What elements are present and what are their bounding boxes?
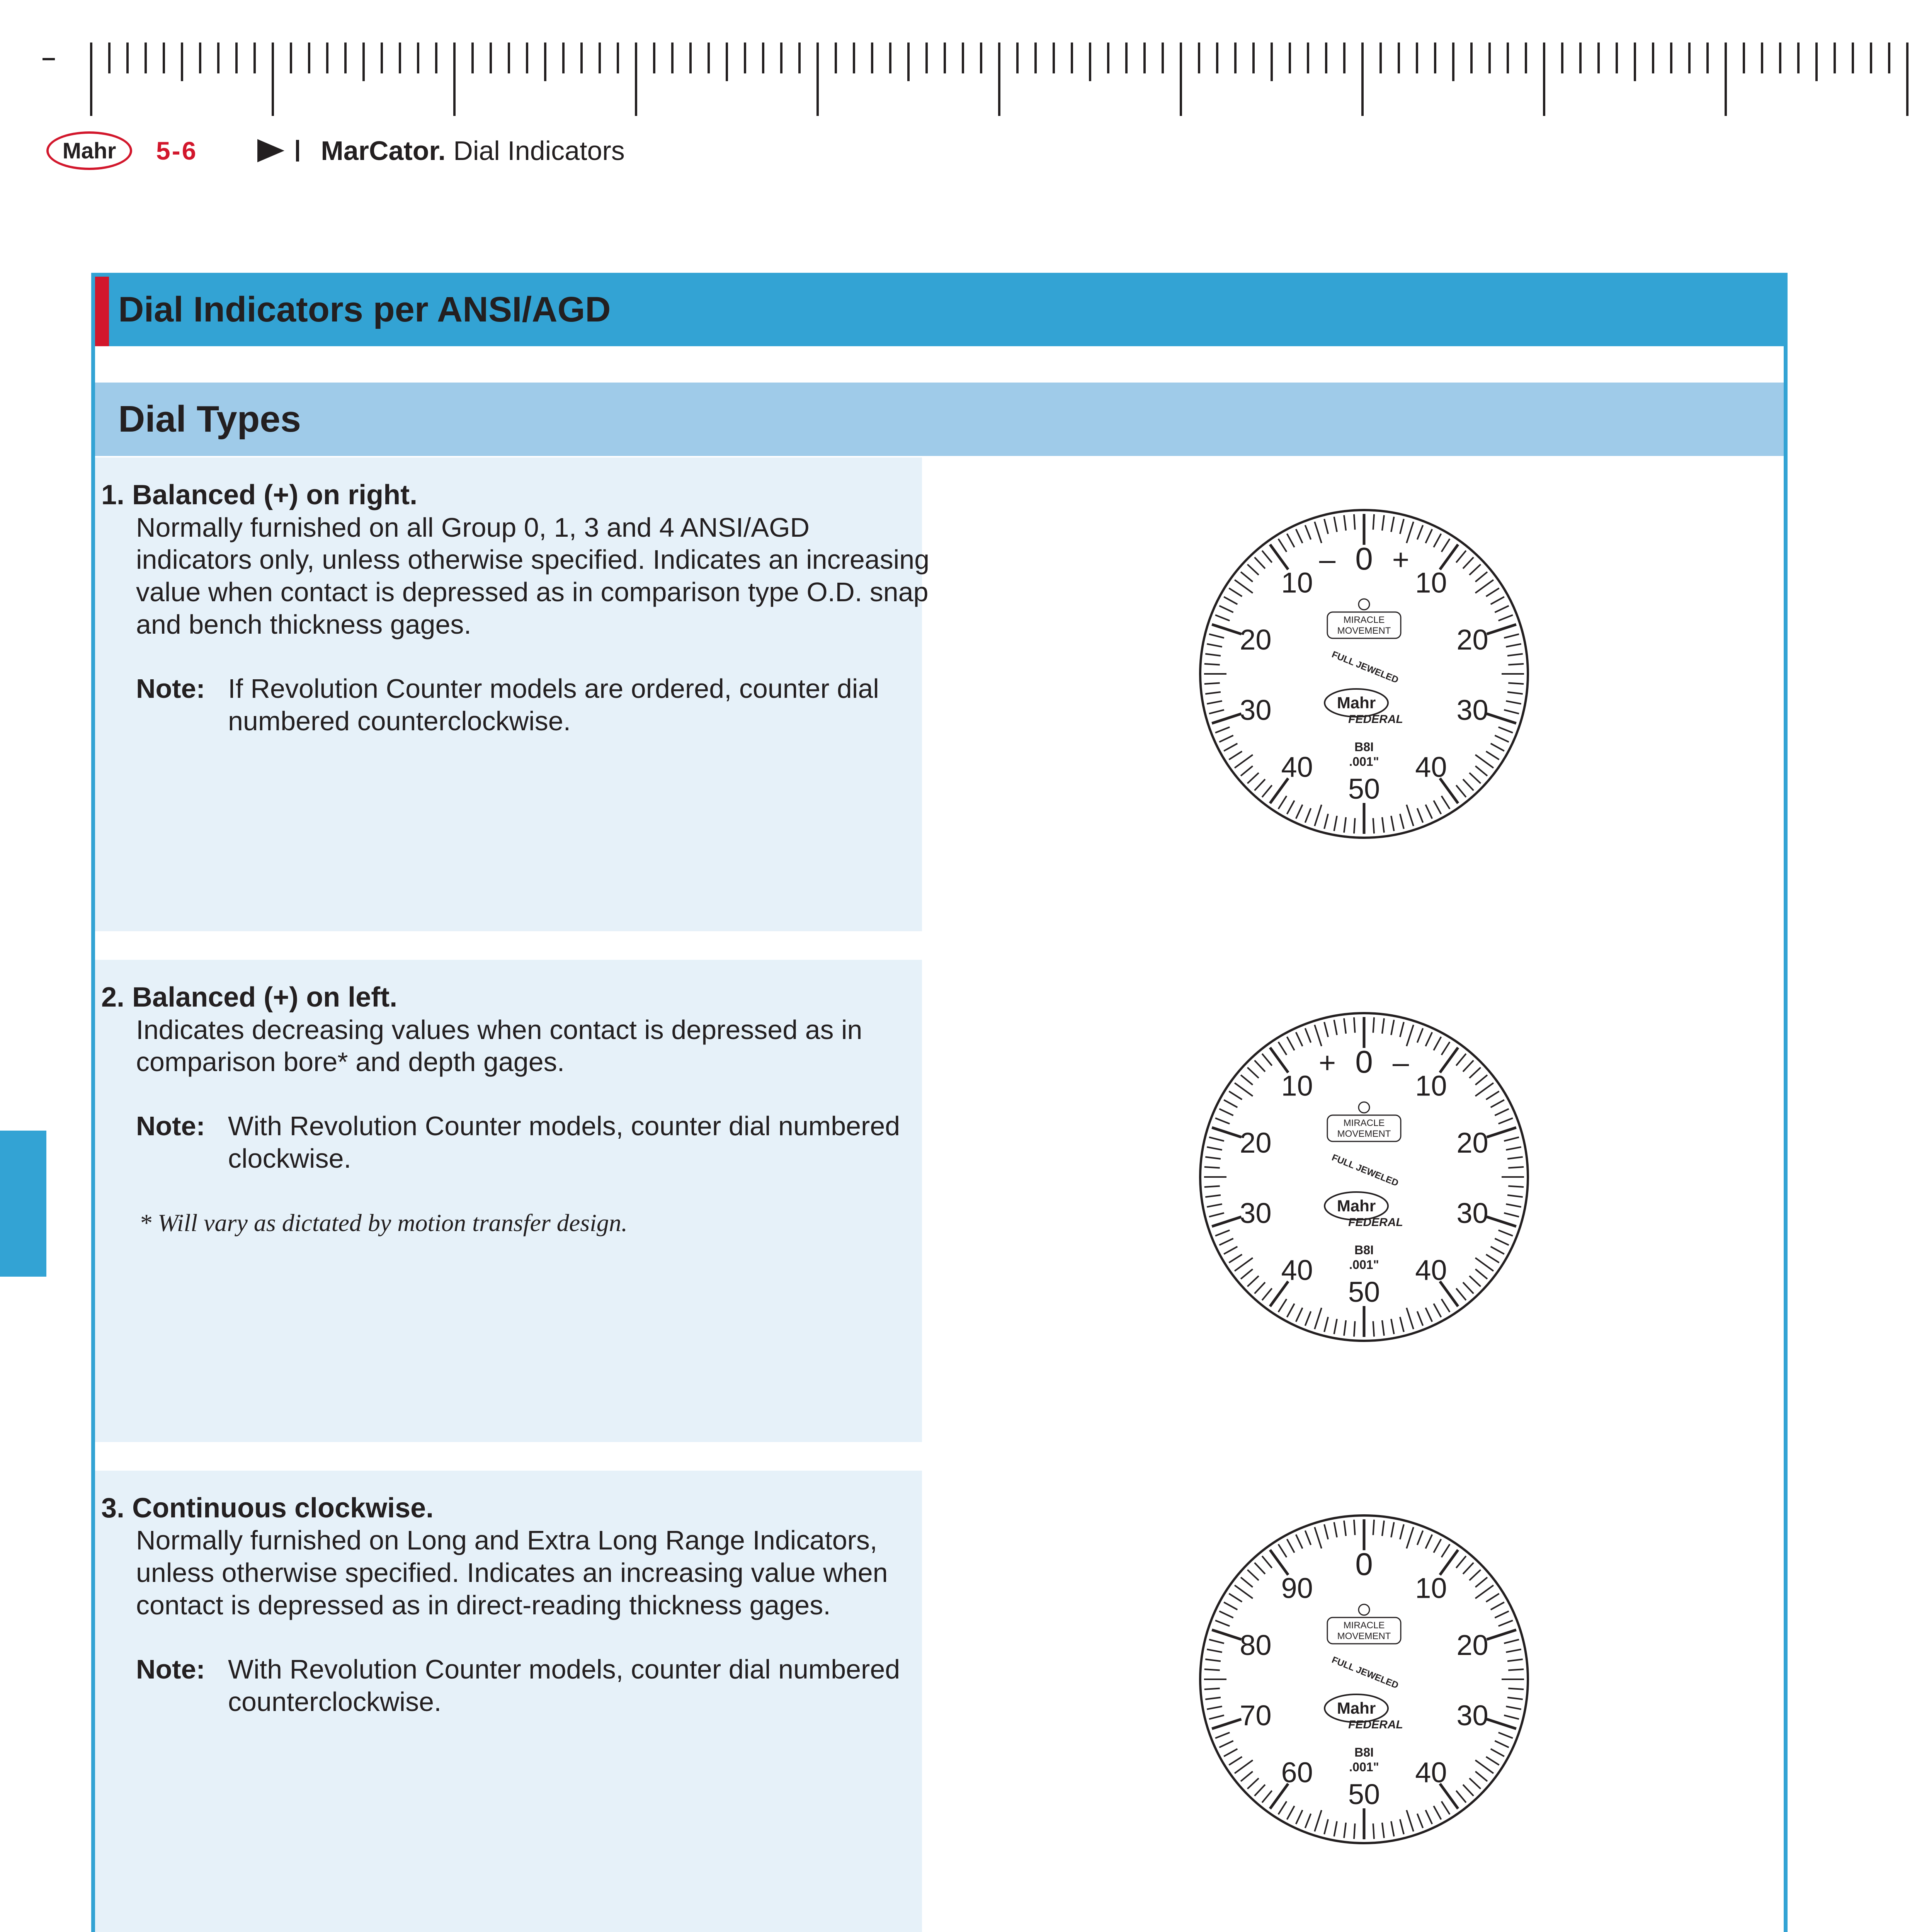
dial-number-label: 50 bbox=[1348, 773, 1380, 805]
chapter-side-tab bbox=[0, 1131, 46, 1277]
dial-number-label: 10 bbox=[1281, 566, 1313, 599]
dial-graduation bbox=[1508, 1167, 1524, 1168]
dial-number-label: 10 bbox=[1415, 566, 1447, 599]
item-title: 1. Balanced (+) on right. bbox=[101, 480, 418, 510]
dial-graduation bbox=[1354, 1017, 1355, 1033]
dial-graduation bbox=[1508, 1186, 1524, 1187]
dial-number-label: 40 bbox=[1281, 751, 1313, 783]
dial-sign-right: – bbox=[1392, 1046, 1409, 1079]
dial-movement-label: MOVEMENT bbox=[1337, 1129, 1391, 1139]
dial-zero-label: 0 bbox=[1355, 1547, 1373, 1582]
dial-continuous-clockwise bbox=[1190, 1505, 1538, 1853]
mahr-logo: Mahr bbox=[46, 131, 132, 170]
breadcrumb-section: Dial Indicators bbox=[453, 136, 625, 166]
note-text-line: With Revolution Counter models, counter dial numbered bbox=[228, 1111, 900, 1141]
dial-number-label: 20 bbox=[1456, 1126, 1488, 1159]
dial-graduation bbox=[1508, 683, 1524, 684]
item-text-line: value when contact is depressed as in comparison type O.D. snap bbox=[136, 577, 929, 607]
dial-zero-label: 0 bbox=[1355, 541, 1373, 577]
note-text-line: clockwise. bbox=[228, 1143, 351, 1173]
dial-graduation bbox=[1373, 514, 1374, 530]
item-text-line: unless otherwise specified. Indicates an increasing value when bbox=[136, 1558, 888, 1588]
dial-number-label: 20 bbox=[1240, 1126, 1272, 1159]
page-number: 5-6 bbox=[156, 136, 198, 165]
dial-jeweled-label: FULL JEWELED bbox=[1330, 649, 1400, 685]
dial-graduation bbox=[1373, 818, 1374, 833]
dial-federal-label: FEDERAL bbox=[1348, 713, 1403, 726]
dial-graduation bbox=[1204, 664, 1220, 665]
dial-number-label: 30 bbox=[1240, 694, 1272, 726]
dial-graduation bbox=[1204, 1167, 1220, 1168]
dial-graduation bbox=[1354, 1321, 1355, 1337]
note-text-line: With Revolution Counter models, counter dial numbered bbox=[228, 1654, 900, 1684]
dial-jeweled-label: FULL JEWELED bbox=[1330, 1655, 1400, 1691]
dial-number-label: 10 bbox=[1415, 1070, 1447, 1102]
section-title: Dial Indicators per ANSI/AGD bbox=[118, 290, 611, 329]
dial-number-label: 40 bbox=[1415, 1756, 1447, 1789]
dial-number-label: 30 bbox=[1456, 694, 1488, 726]
item-text-line: Normally furnished on all Group 0, 1, 3 and 4 ANSI/AGD bbox=[136, 512, 810, 543]
dial-number-label: 40 bbox=[1415, 1254, 1447, 1286]
dial-graduation bbox=[1508, 1688, 1524, 1689]
dial-number-label: 20 bbox=[1456, 1629, 1488, 1661]
dial-federal-label: FEDERAL bbox=[1348, 1718, 1403, 1731]
dial-zero-label: 0 bbox=[1355, 1044, 1373, 1080]
dial-number-label: 10 bbox=[1281, 1070, 1313, 1102]
dial-miracle-label: MIRACLE bbox=[1343, 1620, 1385, 1631]
note-label: Note: bbox=[136, 1654, 205, 1684]
dial-sign-left: + bbox=[1318, 1046, 1336, 1079]
page-header bbox=[46, 129, 625, 172]
dial-miracle-label: MIRACLE bbox=[1343, 615, 1385, 625]
dial-resolution-label: .001" bbox=[1349, 755, 1379, 769]
note-text-line: counterclockwise. bbox=[228, 1687, 442, 1717]
dial-number-label: 50 bbox=[1348, 1276, 1380, 1308]
item-text-line: Indicates decreasing values when contact is depressed as in bbox=[136, 1015, 862, 1045]
dial-graduation bbox=[1354, 818, 1355, 833]
breadcrumb-product: MarCator. bbox=[321, 136, 446, 166]
note-label: Note: bbox=[136, 1111, 205, 1141]
footnote: * Will vary as dictated by motion transfer design. bbox=[139, 1209, 628, 1236]
note-text-line: numbered counterclockwise. bbox=[228, 706, 571, 736]
top-ruler bbox=[0, 0, 1917, 124]
item-text-line: indicators only, unless otherwise specified. Indicates an increasing bbox=[136, 544, 930, 575]
note-label: Note: bbox=[136, 673, 205, 704]
dial-graduation bbox=[1508, 1669, 1524, 1670]
dial-graduation bbox=[1204, 1669, 1220, 1670]
dial-number-label: 70 bbox=[1240, 1699, 1272, 1732]
dial-graduation bbox=[1373, 1017, 1374, 1033]
dial-sign-right: + bbox=[1392, 543, 1410, 576]
play-arrow-icon bbox=[257, 139, 284, 162]
dial-graduation bbox=[1354, 1520, 1355, 1535]
dial-number-label: 40 bbox=[1415, 751, 1447, 783]
dial-number-label: 30 bbox=[1240, 1197, 1272, 1230]
dial-brand-label: Mahr bbox=[1337, 694, 1376, 712]
dial-graduation bbox=[1204, 1688, 1220, 1689]
dial-movement-label: MOVEMENT bbox=[1337, 1631, 1391, 1641]
dial-graduation bbox=[1354, 1823, 1355, 1839]
item-text-line: comparison bore* and depth gages. bbox=[136, 1047, 565, 1077]
dial-number-label: 40 bbox=[1281, 1254, 1313, 1286]
dial-number-label: 10 bbox=[1415, 1572, 1447, 1604]
dial-number-label: 50 bbox=[1348, 1778, 1380, 1810]
dial-graduation bbox=[1204, 1186, 1220, 1187]
dial-number-label: 20 bbox=[1456, 623, 1488, 656]
dial-number-label: 30 bbox=[1456, 1699, 1488, 1732]
dial-graduation bbox=[1204, 683, 1220, 684]
margin-dash bbox=[43, 58, 55, 60]
dial-balanced-left bbox=[1190, 1003, 1538, 1351]
dial-number-label: 30 bbox=[1456, 1197, 1488, 1230]
dial-number-label: 90 bbox=[1281, 1572, 1313, 1604]
dial-number-label: 20 bbox=[1240, 623, 1272, 656]
dial-number-label: 80 bbox=[1240, 1629, 1272, 1661]
item-text-line: contact is depressed as in direct-reading thickness gages. bbox=[136, 1590, 831, 1620]
dial-sign-left: – bbox=[1319, 543, 1336, 576]
dial-resolution-label: .001" bbox=[1349, 1760, 1379, 1774]
dial-miracle-label: MIRACLE bbox=[1343, 1118, 1385, 1128]
dial-graduation bbox=[1373, 1520, 1374, 1535]
item-text-line: and bench thickness gages. bbox=[136, 609, 471, 639]
note-text-line: If Revolution Counter models are ordered, counter dial bbox=[228, 673, 879, 704]
dial-number-label: 60 bbox=[1281, 1756, 1313, 1789]
dial-balanced-right bbox=[1190, 500, 1538, 848]
dial-model-label: B8I bbox=[1354, 740, 1374, 754]
dial-movement-label: MOVEMENT bbox=[1337, 626, 1391, 636]
dial-brand-label: Mahr bbox=[1337, 1197, 1376, 1215]
dial-model-label: B8I bbox=[1354, 1745, 1374, 1759]
breadcrumb-separator bbox=[296, 140, 299, 162]
dial-resolution-label: .001" bbox=[1349, 1258, 1379, 1272]
item-text-line: Normally furnished on Long and Extra Long Range Indicators, bbox=[136, 1525, 878, 1555]
subsection-title: Dial Types bbox=[118, 398, 301, 440]
item-title: 2. Balanced (+) on left. bbox=[101, 982, 398, 1013]
dial-federal-label: FEDERAL bbox=[1348, 1216, 1403, 1229]
item-title: 3. Continuous clockwise. bbox=[101, 1493, 434, 1524]
dial-graduation bbox=[1354, 514, 1355, 530]
dial-model-label: B8I bbox=[1354, 1243, 1374, 1257]
dial-graduation bbox=[1373, 1823, 1374, 1839]
dial-brand-label: Mahr bbox=[1337, 1699, 1376, 1717]
dial-graduation bbox=[1373, 1321, 1374, 1337]
dial-jeweled-label: FULL JEWELED bbox=[1330, 1152, 1400, 1189]
dial-graduation bbox=[1508, 664, 1524, 665]
